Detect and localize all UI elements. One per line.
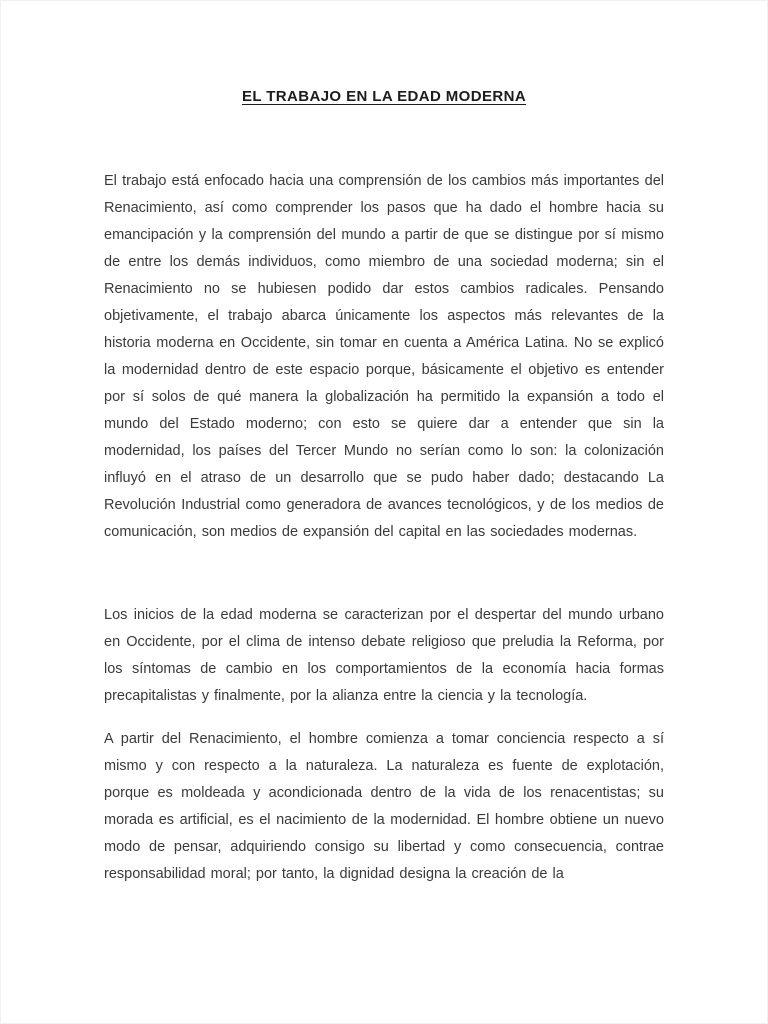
- document-body: [0, 168, 768, 888]
- document-title: EL TRABAJO EN LA EDAD MODERNA: [241, 88, 527, 105]
- body-paragraph-3: A partir del Renacimiento, el hombre comienza a tomar conciencia respecto a sí mismo y con respecto a la naturaleza. La naturaleza es fuente de explotación, porque es moldeada y acondicionada dentro de la vida de los renacentistas; su morada es artificial, es el nacimiento de la modernidad. El hombre obtiene un nuevo modo de pensar, adquiriendo consigo su libertad y como consecuencia, contrae responsabilidad moral; por tanto, la dignidad designa la creación de la: [104, 731, 664, 882]
- body-paragraph-2: Los inicios de la edad moderna se caracterizan por el despertar del mundo urbano en Occidente, por el clima de intenso debate religioso que preludia la Reforma, por los síntomas de cambio en los comportamientos de la economía hacia formas precapitalistas y finalmente, por la alianza entre la ciencia y la tecnología.: [104, 607, 664, 704]
- body-paragraph-1: El trabajo está enfocado hacia una comprensión de los cambios más importantes del Renacimiento, así como comprender los pasos que ha dado el hombre hacia su emancipación y la comprensión del mundo a partir de que se distingue por sí mismo de entre los demás individuos, como miembro de una sociedad moderna; sin el Renacimiento no se hubiesen podido dar estos cambios radicales. Pensando objetivamente, el trabajo abarca únicamente los aspectos más relevantes de la historia moderna en Occidente, sin tomar en cuenta a América Latina. No se explicó la modernidad dentro de este espacio porque, básicamente el objetivo es entender por sí solos de qué manera la globalización ha permitido la expansión a todo el mundo del Estado moderno; con esto se quiere dar a entender que sin la modernidad, los países del Tercer Mundo no serían como lo son: la colonización influyó en el atraso de un desarrollo que se pudo haber dado; destacando La Revolución Industrial como generadora de avances tecnológicos, y de los medios de comunicación, son medios de expansión del capital en las sociedades modernas.: [104, 173, 664, 540]
